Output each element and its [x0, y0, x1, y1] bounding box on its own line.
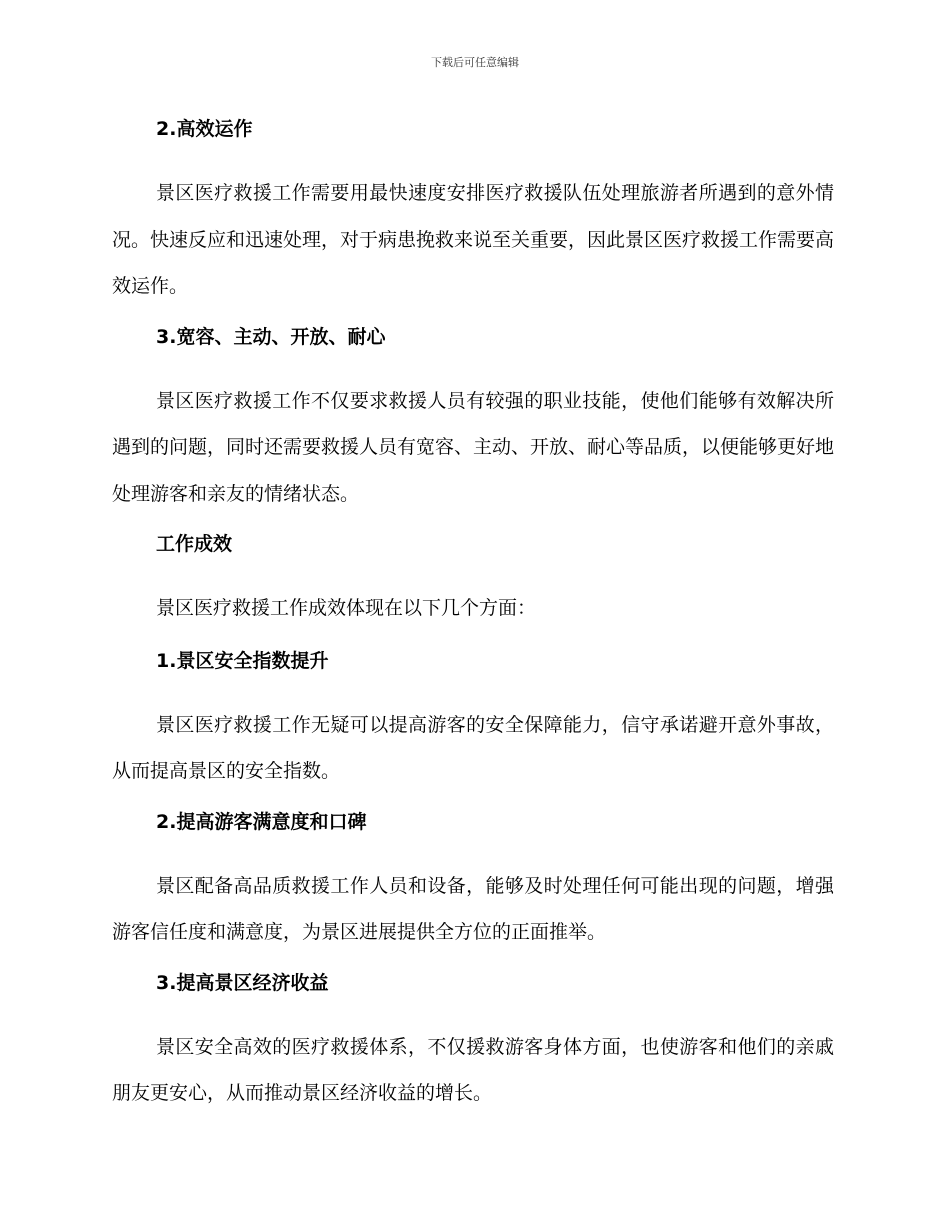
document-body: [112, 112, 834, 1127]
paragraph-efficient-operation: 景区医疗救援工作需要用最快速度安排医疗救援队伍处理旅游者所遇到的意外情况。快速反应和迅速处理，对于病患挽救来说至关重要，因此景区医疗救援工作需要高效运作。: [112, 182, 835, 297]
paragraph-qualities: 景区医疗救援工作不仅要求救援人员有较强的职业技能，使他们能够有效解决所遇到的问题，同时还需要救援人员有宽容、主动、开放、耐心等品质，以便能够更好地处理游客和亲友的情绪状态。: [112, 389, 835, 505]
paragraph-safety-index: 景区医疗救援工作无疑可以提高游客的安全保障能力，信守承诺避开意外事故，从而提高景区的安全指数。: [112, 713, 834, 782]
section-heading-economic-benefit: 3.提高景区经济收益: [156, 971, 329, 994]
paragraph-economic-benefit: 景区安全高效的医疗救援体系，不仅援救游客身体方面，也使游客和他们的亲戚朋友更安心，从而推动景区经济收益的增长。: [112, 1035, 834, 1104]
paragraph-work-results-intro: 景区医疗救援工作成效体现在以下几个方面：: [156, 597, 537, 619]
section-heading-safety-index: 1.景区安全指数提升: [156, 649, 329, 672]
section-heading-work-results: 工作成效: [156, 533, 233, 555]
section-heading-efficient-operation: 2.高效运作: [156, 118, 253, 140]
paragraph-satisfaction: 景区配备高品质救援工作人员和设备，能够及时处理任何可能出现的问题，增强游客信任度和满意度，为景区进展提供全方位的正面推举。: [112, 874, 834, 943]
section-heading-satisfaction: 2.提高游客满意度和口碑: [156, 810, 367, 833]
section-heading-qualities: 3.宽容、主动、开放、耐心: [156, 325, 386, 348]
header-note: 下载后可任意编辑: [431, 56, 519, 69]
